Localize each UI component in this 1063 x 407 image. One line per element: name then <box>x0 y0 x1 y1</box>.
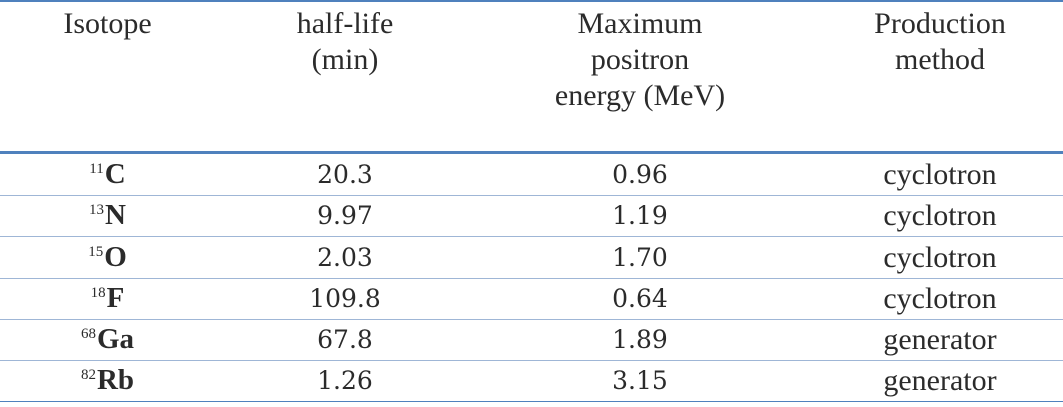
half-life-cell: 109.8 <box>309 283 381 313</box>
element-symbol: Rb <box>96 364 135 397</box>
table-row <box>0 237 1063 278</box>
production-method-cell: generator <box>883 364 997 398</box>
header-production-line-2: method <box>895 43 985 76</box>
header-production-method <box>830 6 1050 78</box>
half-life-cell: 2.03 <box>317 242 373 272</box>
half-life-cell: 1.26 <box>317 366 373 396</box>
table-row <box>0 360 1063 401</box>
header-max-positron-energy <box>520 6 760 114</box>
half-life-cell: 20.3 <box>317 160 373 189</box>
row-divider <box>0 236 1063 237</box>
table-row <box>0 319 1063 360</box>
element-symbol: Ga <box>96 323 135 356</box>
element-symbol: N <box>105 199 126 232</box>
isotope-cell <box>0 360 215 401</box>
header-half-life-line-1: half-life <box>296 7 394 40</box>
header-half-life-line-2: (min) <box>311 43 379 76</box>
header-max-energy-line-1: Maximum <box>577 7 703 40</box>
mass-number: 18 <box>90 284 106 301</box>
isotope-cell <box>0 154 215 195</box>
max-energy-cell: 0.64 <box>612 283 668 313</box>
production-method-cell: cyclotron <box>883 240 997 274</box>
table-top-rule <box>0 0 1063 2</box>
header-production-line-1: Production <box>874 7 1006 40</box>
table-row <box>0 195 1063 236</box>
header-isotope-line-1: Isotope <box>63 7 152 40</box>
mass-number: 68 <box>80 326 96 343</box>
production-method-cell: cyclotron <box>883 199 997 233</box>
production-method-cell: generator <box>883 323 997 357</box>
max-energy-cell: 1.19 <box>612 201 668 231</box>
max-energy-cell: 1.89 <box>612 325 668 355</box>
half-life-cell: 9.97 <box>317 201 373 231</box>
production-method-cell: cyclotron <box>883 281 997 315</box>
header-max-energy-line-2: positron <box>590 43 690 76</box>
production-method-cell: cyclotron <box>883 158 997 191</box>
mass-number: 11 <box>89 161 104 177</box>
header-isotope <box>0 6 215 42</box>
element-symbol: O <box>104 240 127 273</box>
max-energy-cell: 3.15 <box>612 366 668 396</box>
element-symbol: F <box>106 281 125 314</box>
max-energy-cell: 1.70 <box>612 242 668 272</box>
element-symbol: C <box>104 158 126 190</box>
mass-number: 82 <box>80 367 96 384</box>
table-bottom-rule <box>0 401 1063 402</box>
table-row <box>0 154 1063 195</box>
table-row <box>0 278 1063 319</box>
row-divider <box>0 278 1063 279</box>
isotope-cell <box>0 237 215 278</box>
header-half-life <box>250 6 440 78</box>
row-divider <box>0 195 1063 196</box>
max-energy-cell: 0.96 <box>612 160 668 189</box>
isotope-cell <box>0 195 215 236</box>
header-max-energy-line-3: energy (MeV) <box>554 79 726 112</box>
isotope-cell <box>0 278 215 319</box>
row-divider <box>0 360 1063 361</box>
row-divider <box>0 319 1063 320</box>
isotope-cell <box>0 319 215 360</box>
half-life-cell: 67.8 <box>317 325 373 355</box>
mass-number: 13 <box>89 202 105 219</box>
mass-number: 15 <box>88 243 104 260</box>
